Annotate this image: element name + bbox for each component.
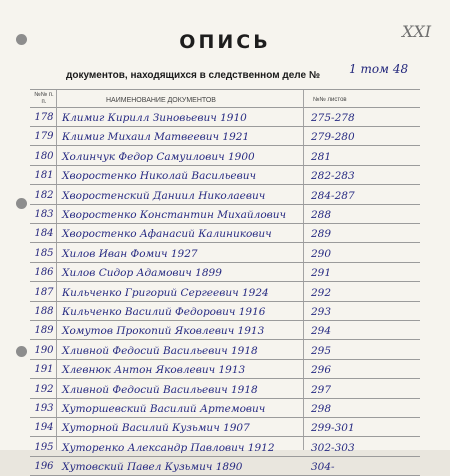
row-number: 188: [34, 306, 54, 317]
row-rule: [30, 204, 420, 205]
row-sheets: 282-283: [311, 170, 355, 183]
column-header-name: НАИМЕНОВАНИЕ ДОКУМЕНТОВ: [106, 97, 216, 104]
row-document-name: Хворостенко Константин Михайлович: [62, 209, 287, 221]
row-rule: [30, 262, 420, 263]
row-sheets: 292: [311, 286, 332, 299]
row-document-name: Хворостенский Даниил Николаевич: [62, 189, 266, 202]
column-divider: [56, 90, 57, 450]
row-number: 185: [34, 247, 54, 259]
row-document-name: Хливной Федосий Васильевич 1918: [62, 383, 258, 396]
row-rule: [30, 145, 420, 146]
column-header-num: №№ п. п.: [34, 92, 54, 105]
row-sheets: 291: [311, 267, 332, 280]
row-number: 191: [34, 364, 54, 376]
row-number: 184: [34, 228, 54, 240]
row-document-name: Хуторшевский Василий Артемович: [62, 403, 266, 415]
row-number: 196: [34, 461, 54, 473]
row-number: 180: [34, 150, 54, 162]
column-header-sheets: №№ листов: [313, 97, 347, 103]
row-rule: [30, 281, 420, 282]
row-document-name: Хуторной Василий Кузьмич 1907: [62, 422, 250, 435]
subtitle-text: документов, находящихся в следственном деле №: [66, 70, 320, 81]
row-sheets: 296: [311, 364, 332, 377]
row-document-name: Кильченко Василий Федорович 1916: [62, 306, 266, 318]
row-sheets: 304-: [311, 461, 335, 474]
row-rule: [30, 417, 420, 418]
table-top-rule: [30, 89, 420, 90]
row-number: 178: [34, 112, 54, 123]
row-document-name: Хутовский Павел Кузьмич 1890: [62, 461, 243, 474]
row-document-name: Климиг Михаил Матвеевич 1921: [62, 131, 250, 144]
row-document-name: Хворостенко Николай Васильевич: [62, 170, 257, 183]
corner-mark: XXI: [402, 22, 432, 41]
punch-hole: [16, 198, 27, 209]
row-number: 179: [34, 131, 54, 143]
row-number: 189: [34, 325, 54, 337]
row-number: 186: [34, 267, 54, 279]
row-document-name: Хуторенко Александр Павлович 1912: [62, 441, 275, 454]
row-document-name: Хлевнюк Антон Яковлевич 1913: [62, 364, 246, 377]
row-rule: [30, 378, 420, 379]
row-number: 183: [34, 209, 54, 220]
row-sheets: 299-301: [311, 422, 355, 435]
row-sheets: 289: [311, 228, 332, 241]
table-header-rule: [30, 107, 420, 108]
row-document-name: Хливной Федосий Васильевич 1918: [62, 344, 258, 357]
row-rule: [30, 301, 420, 302]
row-document-name: Хилов Сидор Адамович 1899: [62, 267, 222, 280]
row-rule: [30, 320, 420, 321]
row-sheets: 294: [311, 325, 332, 338]
row-document-name: Хилов Иван Фомич 1927: [62, 247, 198, 260]
page-subtitle: [66, 70, 320, 81]
row-rule: [30, 223, 420, 224]
row-number: 192: [34, 383, 54, 395]
row-rule: [30, 436, 420, 437]
row-rule: [30, 165, 420, 166]
row-number: 190: [34, 344, 54, 356]
row-sheets: 288: [311, 209, 332, 221]
row-rule: [30, 242, 420, 243]
row-rule: [30, 359, 420, 360]
punch-hole: [16, 346, 27, 357]
row-sheets: 290: [311, 247, 332, 260]
row-rule: [30, 339, 420, 340]
row-rule: [30, 126, 420, 127]
column-divider: [303, 90, 304, 450]
row-document-name: Климиг Кирилл Зиновьевич 1910: [62, 112, 247, 124]
row-number: 182: [34, 189, 54, 201]
row-document-name: Хомутов Прокопий Яковлевич 1913: [62, 325, 265, 338]
row-sheets: 281: [311, 150, 332, 163]
row-sheets: 302-303: [311, 441, 355, 454]
row-document-name: Кильченко Григорий Сергеевич 1924: [62, 286, 269, 299]
page-title: ОПИСЬ: [179, 31, 271, 53]
row-number: 181: [34, 170, 54, 182]
row-sheets: 295: [311, 344, 332, 357]
row-sheets: 279-280: [311, 131, 355, 144]
row-number: 194: [34, 422, 54, 434]
row-rule: [30, 456, 420, 457]
row-sheets: 284-287: [311, 189, 355, 202]
row-number: 187: [34, 286, 54, 298]
row-rule: [30, 398, 420, 399]
row-number: 195: [34, 441, 54, 453]
row-document-name: Хворостенко Афанасий Калиникович: [62, 228, 272, 241]
row-sheets: 298: [311, 403, 332, 415]
row-sheets: 293: [311, 306, 332, 318]
row-document-name: Холинчук Федор Самуилович 1900: [62, 150, 255, 163]
row-number: 193: [34, 403, 54, 414]
row-sheets: 297: [311, 383, 332, 396]
row-sheets: 275-278: [311, 112, 355, 124]
row-rule: [30, 184, 420, 185]
case-number-handwritten: 1 том 48: [349, 62, 409, 76]
